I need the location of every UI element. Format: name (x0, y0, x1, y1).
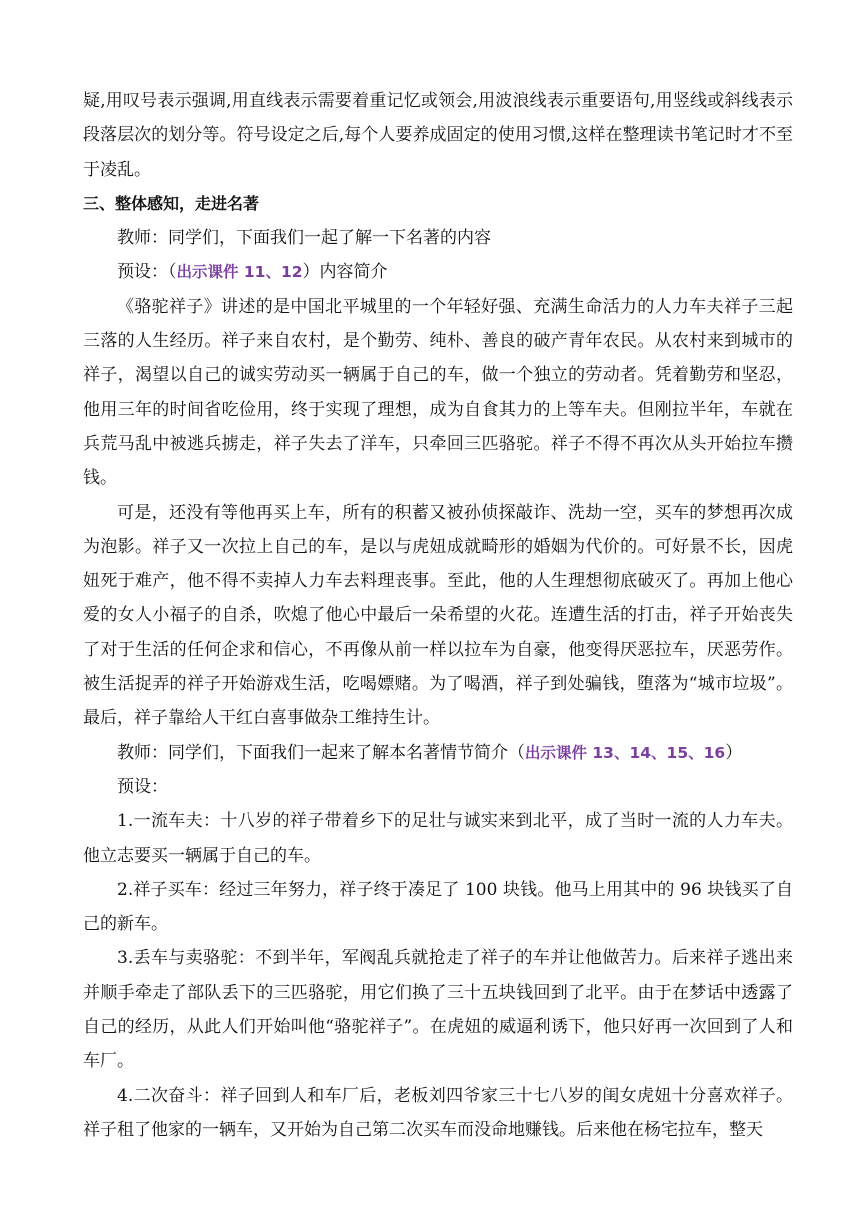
summary-paragraph-2: 可是，还没有等他再买上车，所有的积蓄又被孙侦探敲诈、洗劫一空，买车的梦想再次成为泡影。祥子又一次拉上自己的车，是以与虎妞成就畸形的婚姻为代价的。可好景不长，因虎妞死于难产，他不得不卖掉人力车去料理丧事。至此，他的人生理想彻底破灭了。再加上他心爱的女人小福子的自杀，吹熄了他心中最后一朵希望的火花。连遭生活的打击，祥子开始丧失了对于生活的任何企求和信心，不再像从前一样以拉车为自豪，他变得厌恶拉车，厌恶劳作。被生活捉弄的祥子开始游戏生活，吃喝嫖赌。为了喝酒，祥子到处骗钱，堕落为“城市垃圾”。最后，祥子靠给人干红白喜事做杂工维持生计。 (83, 502, 793, 729)
teacher-2-suffix: ） (725, 742, 743, 763)
plot-item-2: 2.祥子买车：经过三年努力，祥子终于凑足了 100 块钱。他马上用其中的 96 块钱买了自己的新车。 (83, 879, 793, 935)
courseware-ref-1: 出示课件 11、12 (176, 263, 303, 282)
preset-1-prefix: 预设：（ (117, 262, 177, 283)
plot-item-3: 3.丢车与卖骆驼：不到半年，军阀乱兵就抢走了祥子的车并让他做苦力。后来祥子逃出来并顺手牵走了部队丢下的三匹骆驼，用它们换了三十五块钱回到了北平。由于在梦话中透露了自己的经历，从此人们开始叫他“骆驼祥子”。在虎妞的威逼利诱下，他只好再一次回到了人和车厂。 (83, 948, 793, 1072)
section-heading: 三、整体感知，走进名著 (83, 193, 260, 213)
teacher-line-2 (83, 736, 793, 770)
document-page (83, 84, 793, 1147)
preset-line-2: 预设： (117, 776, 168, 797)
intro-paragraph: 疑,用叹号表示强调,用直线表示需要着重记忆或领会,用波浪线表示重要语句,用竖线或斜线表示段落层次的划分等。符号设定之后,每个人要养成固定的使用习惯,这样在整理读书笔记时才不至于凌乱。 (83, 91, 793, 180)
plot-item-4: 4.二次奋斗：祥子回到人和车厂后，老板刘四爷家三十七八岁的闺女虎妞十分喜欢祥子。祥子租了他家的一辆车，又开始为自己第二次买车而没命地赚钱。后来他在杨宅拉车，整天 (83, 1085, 793, 1140)
preset-1-suffix: ）内容简介 (302, 262, 388, 283)
preset-line-1 (83, 255, 793, 289)
teacher-line-1: 教师：同学们，下面我们一起了解一下名著的内容 (117, 228, 491, 249)
teacher-2-prefix: 教师：同学们，下面我们一起来了解本名著情节简介（ (117, 742, 525, 763)
plot-item-1: 1.一流车夫：十八岁的祥子带着乡下的足壮与诚实来到北平，成了当时一流的人力车夫。他立志要买一辆属于自己的车。 (83, 811, 793, 866)
summary-paragraph-1: 《骆驼祥子》讲述的是中国北平城里的一个年轻好强、充满生命活力的人力车夫祥子三起三落的人生经历。祥子来自农村，是个勤劳、纯朴、善良的破产青年农民。从农村来到城市的祥子，渴望以自己的诚实劳动买一辆属于自己的车，做一个独立的劳动者。凭着勤劳和坚忍，他用三年的时间省吃俭用，终于实现了理想，成为自食其力的上等车夫。但刚拉半年，车就在兵荒马乱中被逃兵掳走，祥子失去了洋车，只牵回三匹骆驼。祥子不得不再次从头开始拉车攒钱。 (83, 296, 793, 489)
courseware-ref-2: 出示课件 13、14、15、16 (525, 743, 726, 762)
